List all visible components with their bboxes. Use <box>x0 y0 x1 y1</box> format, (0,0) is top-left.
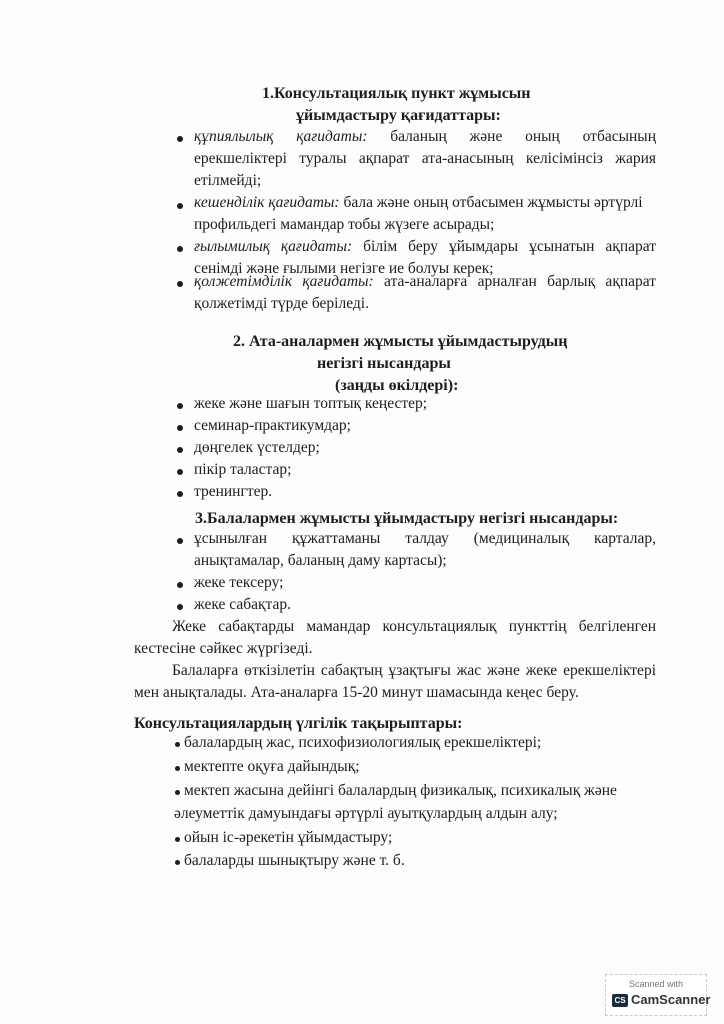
section1-title-line2: ұйымдастыру қағидаттары: <box>296 107 501 124</box>
section2-title-line2: негізгі нысандары <box>317 355 451 372</box>
bullet-icon <box>175 742 180 747</box>
paragraph-line: мен анықталады. Ата-аналарға 15-20 минут шамасында кеңес беру. <box>134 684 579 701</box>
paragraph-line: Балаларға өткізілетін сабақтың ұзақтығы жас және жеке ерекшеліктері <box>172 662 656 679</box>
list-item: пікір таластар; <box>194 461 292 478</box>
bullet-icon <box>177 491 183 497</box>
list-item-cont: анықтамалар, баланың даму картасы); <box>194 552 447 569</box>
bullet-icon <box>175 766 180 771</box>
camscanner-watermark <box>605 974 711 1016</box>
watermark-caption: Scanned with <box>628 979 684 989</box>
list-item: ұсынылған құжаттаманы талдау (медициналық карталар, <box>194 530 656 547</box>
section3-title: 3.Балалармен жұмысты ұйымдастыру негізгі нысандары: <box>195 510 619 527</box>
bullet-icon <box>177 203 183 209</box>
list-item: жеке және шағын топтық кеңестер; <box>194 395 428 412</box>
bullet-icon <box>175 837 180 842</box>
bullet-icon <box>175 860 180 865</box>
bullet-icon <box>177 582 183 588</box>
list-item-cont: ерекшеліктері туралы ақпарат ата-анасының келісімінсіз жария <box>194 150 656 167</box>
list-item-cont: профильдегі мамандар тобы жүзеге асырады; <box>194 216 495 233</box>
list-item: семинар-практикумдар; <box>194 417 351 434</box>
bullet-icon <box>177 425 183 431</box>
bullet-icon <box>177 469 183 475</box>
list-item: жеке сабақтар. <box>194 596 291 613</box>
list-item: кешенділік қағидаты: бала және оның отбасымен жұмысты әртүрлі <box>194 194 643 211</box>
topics-title: Консультациялардың үлгілік тақырыптары: <box>134 715 463 732</box>
section1-title-line1: 1.Консультациялық пункт жұмысын <box>262 85 531 102</box>
paragraph-line: Жеке сабақтарды мамандар консультациялық пункттің белгіленген <box>172 618 656 635</box>
list-item-cont: әлеуметтік дамуындағы әртүрлі ауытқулардың алдын алу; <box>174 805 558 822</box>
section2-title-line1: 2. Ата-аналармен жұмысты ұйымдастырудың <box>233 333 568 350</box>
bullet-icon <box>175 790 180 795</box>
list-item: қолжетімділік қағидаты: ата-аналарға арналған барлық ақпарат <box>194 273 657 290</box>
bullet-icon <box>177 246 183 252</box>
list-item: дөңгелек үстелдер; <box>194 439 320 456</box>
list-item: ойын іс-әрекетін ұйымдастыру; <box>184 829 393 846</box>
list-item: құпиялылық қағидаты: баланың және оның отбасының <box>194 128 657 145</box>
list-item: балалардың жас, психофизиологиялық ерекшеліктері; <box>184 734 542 751</box>
list-item: тренингтер. <box>194 483 273 500</box>
list-item-cont: сенімді және ғылыми негізге ие болуы керек; <box>194 260 494 277</box>
bullet-icon <box>177 447 183 453</box>
section2-title-line3: (заңды өкілдері): <box>335 377 459 394</box>
list-item: балаларды шынықтыру және т. б. <box>184 852 405 869</box>
list-item: ғылымилық қағидаты: білім беру ұйымдары ұсынатын ақпарат <box>194 238 656 255</box>
bullet-icon <box>177 403 183 409</box>
paragraph-line: кестесіне сәйкес жүргізеді. <box>134 640 313 657</box>
camscanner-logo-icon: CS <box>612 994 628 1007</box>
list-item-cont: қолжетімді түрде беріледі. <box>194 295 369 312</box>
bullet-icon <box>177 281 183 287</box>
list-item: мектепте оқуға дайындық; <box>184 758 360 775</box>
bullet-icon <box>177 136 183 142</box>
watermark-brand: CamScanner <box>631 992 711 1007</box>
list-item-cont: етілмейді; <box>194 172 262 189</box>
list-item: жеке тексеру; <box>194 574 284 591</box>
bullet-icon <box>177 538 183 544</box>
bullet-icon <box>177 604 183 610</box>
list-item: мектеп жасына дейінгі балалардың физикалық, психикалық және <box>184 782 617 799</box>
